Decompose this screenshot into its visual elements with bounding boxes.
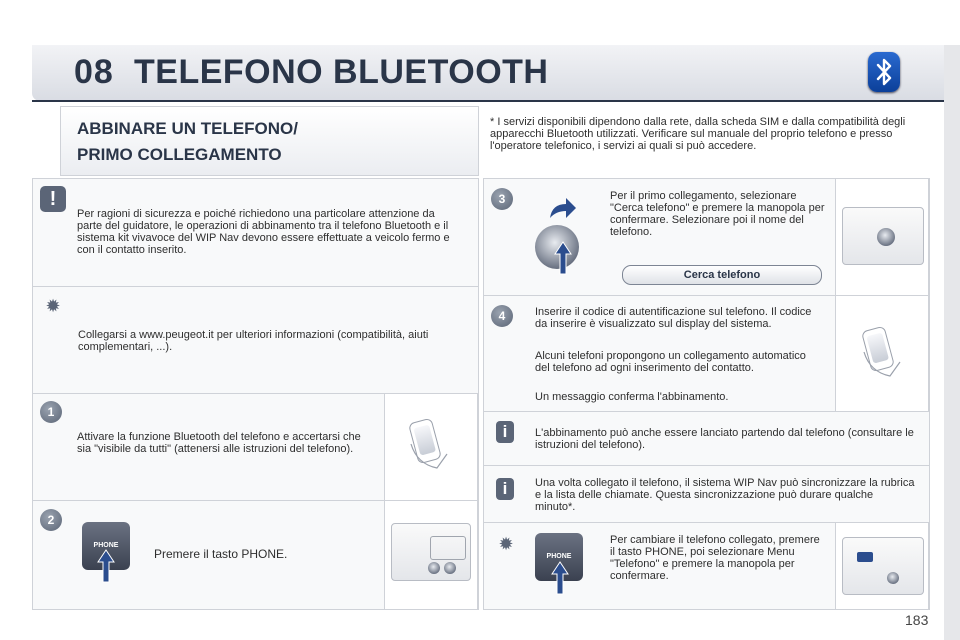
section-title-box	[60, 106, 479, 176]
footnote: * I servizi disponibili dipendono dalla rete, dalla scheda SIM e dalla compatibilità degli apparecchi Bluetooth utilizzati. Verificare sul manuale del proprio telefono e presso l'operatore telefonico, i servizi ai quali si può accedere.	[490, 116, 906, 152]
step4-text2: Alcuni telefoni propongono un collegamento automatico del telefono ad ogni inserimento del contatto.	[535, 350, 806, 374]
step1-text: Attivare la funzione Bluetooth del telefono e accertarsi che sia "visibile da tutti" (attenersi alle istruzioni del telefono).	[77, 431, 361, 455]
step2-badge: 2	[40, 509, 62, 531]
tip2-illustration	[835, 522, 929, 610]
info1-text: L'abbinamento può anche essere lanciato partendo dal telefono (consultare le istruzioni del telefono).	[535, 427, 914, 451]
page-title: TELEFONO BLUETOOTH	[134, 53, 549, 91]
warning-icon: !	[40, 186, 66, 212]
step3-text: Per il primo collegamento, selezionare "Cerca telefono" e premere la manopola per confermare. Selezionare poi il nome del telefono.	[610, 190, 825, 238]
gear-icon: ✹	[45, 296, 61, 316]
radio-unit-icon	[842, 207, 924, 265]
step1-badge: 1	[40, 401, 62, 423]
gear-icon: ✹	[498, 534, 514, 554]
page-number: 183	[905, 612, 929, 628]
phone-button-icon: PHONE	[82, 522, 130, 570]
header-underline	[32, 100, 958, 102]
step3-badge: 3	[491, 188, 513, 210]
cerca-telefono-button[interactable]: Cerca telefono	[622, 265, 822, 285]
hand-icon	[407, 434, 457, 474]
section-title-line1: ABBINARE UN TELEFONO/	[77, 119, 298, 138]
step1-illustration	[384, 393, 478, 501]
arrow-up-icon	[549, 560, 571, 596]
forward-arrow-icon	[548, 196, 578, 220]
bluetooth-icon	[868, 52, 900, 92]
warning-text: Per ragioni di sicurezza e poiché richiedono una particolare attenzione da parte del guidatore, le operazioni di abbinamento tra il telefono Bluetooth e il sistema kit vivavoce del WIP Nav devono essere effettuate a veicolo fermo e con il contatto inserito.	[77, 208, 450, 256]
step3-illustration	[835, 178, 929, 296]
radio-unit-icon	[391, 523, 471, 581]
tip-text: Collegarsi a www.peugeot.it per ulteriori informazioni (compatibilità, aiuti complementari, ...).	[78, 329, 429, 353]
step4-text3: Un messaggio conferma l'abbinamento.	[535, 391, 729, 403]
info-icon: i	[496, 421, 514, 443]
hand-icon	[860, 342, 910, 382]
radio-unit-icon	[842, 537, 924, 595]
section-title-line2: PRIMO COLLEGAMENTO	[77, 145, 282, 164]
info2-text: Una volta collegato il telefono, il sistema WIP Nav può sincronizzare la rubrica e la lista delle chiamate. Questa sincronizzazione può durare qualche minuto*.	[535, 477, 915, 513]
info-icon: i	[496, 478, 514, 500]
phone-button-icon: PHONE	[535, 533, 583, 581]
tip2-text: Per cambiare il telefono collegato, premere il tasto PHONE, poi selezionare Menu "Telefono" e premere la manopola per confermare.	[610, 534, 820, 582]
step2-illustration	[384, 500, 478, 610]
step4-badge: 4	[491, 305, 513, 327]
chapter-number: 08	[74, 53, 114, 91]
step4-illustration	[835, 295, 929, 412]
arrow-up-icon	[95, 548, 117, 584]
step2-text: Premere il tasto PHONE.	[154, 547, 288, 561]
page-edge-tab	[944, 45, 960, 640]
step4-text1: Inserire il codice di autentificazione sul telefono. Il codice da inserire è visualizzato sul display del sistema.	[535, 306, 812, 330]
arrow-up-icon	[552, 240, 574, 276]
